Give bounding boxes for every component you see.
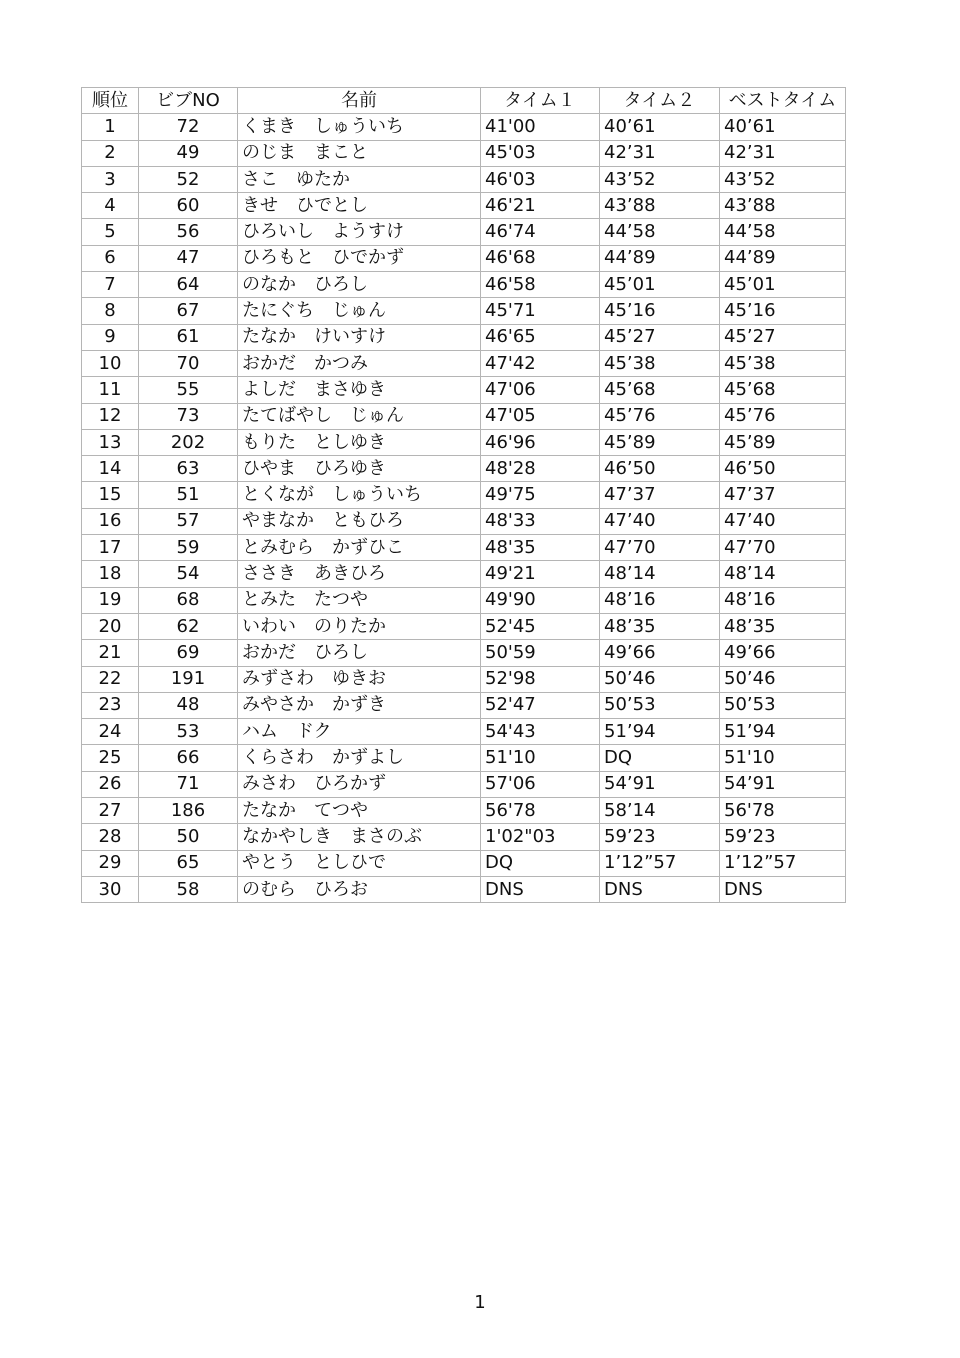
cell-bib-no: 63 [139, 456, 238, 482]
header-row [82, 88, 846, 114]
cell-bib-no: 66 [139, 745, 238, 771]
cell-time2: 50’53 [600, 692, 720, 718]
table-row [82, 508, 846, 534]
cell-name: のむら ひろお [238, 876, 481, 902]
cell-time1: 45'71 [481, 298, 600, 324]
cell-time2: 59’23 [600, 824, 720, 850]
table-row [82, 219, 846, 245]
table-row [82, 114, 846, 140]
cell-name: ひろもと ひでかず [238, 245, 481, 271]
table-row [82, 876, 846, 902]
cell-rank: 16 [82, 508, 139, 534]
cell-rank: 25 [82, 745, 139, 771]
cell-rank: 30 [82, 876, 139, 902]
cell-name: のなか ひろし [238, 272, 481, 298]
cell-name: くらさわ かずよし [238, 745, 481, 771]
cell-best-time: 47’70 [720, 535, 846, 561]
table-row [82, 272, 846, 298]
cell-name: やとう としひで [238, 850, 481, 876]
page-number: 1 [474, 1292, 486, 1313]
cell-rank: 1 [82, 114, 139, 140]
cell-time1: 50'59 [481, 640, 600, 666]
cell-bib-no: 51 [139, 482, 238, 508]
cell-rank: 11 [82, 377, 139, 403]
cell-bib-no: 62 [139, 613, 238, 639]
header-rank: 順位 [82, 88, 139, 114]
cell-time1: 47'05 [481, 403, 600, 429]
cell-name: ハム ドク [238, 719, 481, 745]
cell-rank: 26 [82, 771, 139, 797]
cell-name: とみむら かずひこ [238, 535, 481, 561]
cell-time2: 48’35 [600, 613, 720, 639]
cell-name: ささき あきひろ [238, 561, 481, 587]
cell-time2: 45’01 [600, 272, 720, 298]
cell-name: たにぐち じゅん [238, 298, 481, 324]
cell-name: さこ ゆたか [238, 166, 481, 192]
cell-best-time: 50’53 [720, 692, 846, 718]
cell-time2: 50’46 [600, 666, 720, 692]
cell-best-time: 45’38 [720, 350, 846, 376]
cell-rank: 8 [82, 298, 139, 324]
cell-time2: 48’16 [600, 587, 720, 613]
header-time2: タイム２ [600, 88, 720, 114]
cell-name: たてばやし じゅん [238, 403, 481, 429]
header-best-time: ベストタイム [720, 88, 846, 114]
cell-best-time: 48’35 [720, 613, 846, 639]
cell-time2: 40’61 [600, 114, 720, 140]
table-row [82, 824, 846, 850]
cell-bib-no: 71 [139, 771, 238, 797]
cell-name: よしだ まさゆき [238, 377, 481, 403]
cell-best-time: DNS [720, 876, 846, 902]
cell-name: みやさか かずき [238, 692, 481, 718]
cell-best-time: 43’88 [720, 193, 846, 219]
table-row [82, 850, 846, 876]
cell-time2: 49’66 [600, 640, 720, 666]
table-row [82, 719, 846, 745]
cell-time1: 54'43 [481, 719, 600, 745]
cell-rank: 13 [82, 429, 139, 455]
cell-name: おかだ かつみ [238, 350, 481, 376]
cell-bib-no: 58 [139, 876, 238, 902]
cell-name: たなか てつや [238, 798, 481, 824]
cell-best-time: 1’12”57 [720, 850, 846, 876]
table-row [82, 798, 846, 824]
table-row [82, 324, 846, 350]
table-row [82, 403, 846, 429]
cell-time1: DQ [481, 850, 600, 876]
cell-name: やまなか ともひろ [238, 508, 481, 534]
cell-time2: 43’52 [600, 166, 720, 192]
cell-best-time: 44’58 [720, 219, 846, 245]
cell-name: みずさわ ゆきお [238, 666, 481, 692]
cell-bib-no: 67 [139, 298, 238, 324]
cell-rank: 9 [82, 324, 139, 350]
cell-time1: 49'90 [481, 587, 600, 613]
cell-time1: 1'02"03 [481, 824, 600, 850]
cell-time2: 43’88 [600, 193, 720, 219]
cell-time2: 42’31 [600, 140, 720, 166]
cell-time1: 46'58 [481, 272, 600, 298]
table-row [82, 245, 846, 271]
cell-name: くまき しゅういち [238, 114, 481, 140]
table-row [82, 535, 846, 561]
cell-time1: 49'75 [481, 482, 600, 508]
cell-time1: 46'96 [481, 429, 600, 455]
cell-best-time: 46’50 [720, 456, 846, 482]
cell-time1: 46'21 [481, 193, 600, 219]
cell-rank: 24 [82, 719, 139, 745]
cell-bib-no: 55 [139, 377, 238, 403]
cell-bib-no: 64 [139, 272, 238, 298]
table-row [82, 193, 846, 219]
cell-bib-no: 70 [139, 350, 238, 376]
cell-bib-no: 68 [139, 587, 238, 613]
cell-best-time: 43’52 [720, 166, 846, 192]
cell-name: いわい のりたか [238, 613, 481, 639]
header-name: 名前 [238, 88, 481, 114]
header-time1: タイム１ [481, 88, 600, 114]
table-row [82, 429, 846, 455]
cell-time2: 45’16 [600, 298, 720, 324]
cell-bib-no: 186 [139, 798, 238, 824]
cell-time1: 46'65 [481, 324, 600, 350]
cell-time1: 52'45 [481, 613, 600, 639]
cell-best-time: 51'10 [720, 745, 846, 771]
cell-bib-no: 49 [139, 140, 238, 166]
cell-time1: DNS [481, 876, 600, 902]
cell-rank: 20 [82, 613, 139, 639]
cell-best-time: 45’68 [720, 377, 846, 403]
cell-best-time: 47’40 [720, 508, 846, 534]
cell-time1: 57'06 [481, 771, 600, 797]
cell-bib-no: 57 [139, 508, 238, 534]
cell-time1: 46'68 [481, 245, 600, 271]
cell-rank: 7 [82, 272, 139, 298]
table-row [82, 377, 846, 403]
cell-bib-no: 52 [139, 166, 238, 192]
cell-rank: 27 [82, 798, 139, 824]
cell-best-time: 44’89 [720, 245, 846, 271]
cell-rank: 15 [82, 482, 139, 508]
table-row [82, 771, 846, 797]
cell-rank: 4 [82, 193, 139, 219]
table-row [82, 166, 846, 192]
cell-best-time: 45’89 [720, 429, 846, 455]
cell-time1: 48'35 [481, 535, 600, 561]
header-bib: ビブNO [139, 88, 238, 114]
table-row [82, 587, 846, 613]
cell-time2: 44’58 [600, 219, 720, 245]
cell-bib-no: 60 [139, 193, 238, 219]
cell-best-time: 48’16 [720, 587, 846, 613]
table-row [82, 640, 846, 666]
cell-time1: 56'78 [481, 798, 600, 824]
cell-name: ひろいし ようすけ [238, 219, 481, 245]
cell-bib-no: 59 [139, 535, 238, 561]
cell-best-time: 45’16 [720, 298, 846, 324]
cell-time1: 41'00 [481, 114, 600, 140]
cell-time2: 44’89 [600, 245, 720, 271]
cell-time1: 52'98 [481, 666, 600, 692]
result-rows [82, 114, 846, 903]
cell-best-time: 42’31 [720, 140, 846, 166]
cell-rank: 23 [82, 692, 139, 718]
cell-time2: 45’76 [600, 403, 720, 429]
cell-time1: 48'28 [481, 456, 600, 482]
cell-best-time: 40’61 [720, 114, 846, 140]
cell-name: とみた たつや [238, 587, 481, 613]
cell-bib-no: 50 [139, 824, 238, 850]
cell-best-time: 48’14 [720, 561, 846, 587]
cell-name: もりた としゆき [238, 429, 481, 455]
cell-best-time: 49’66 [720, 640, 846, 666]
cell-name: きせ ひでとし [238, 193, 481, 219]
cell-best-time: 56'78 [720, 798, 846, 824]
cell-best-time: 50’46 [720, 666, 846, 692]
cell-bib-no: 54 [139, 561, 238, 587]
cell-time1: 45'03 [481, 140, 600, 166]
cell-rank: 21 [82, 640, 139, 666]
table-row [82, 350, 846, 376]
cell-time1: 52'47 [481, 692, 600, 718]
cell-bib-no: 61 [139, 324, 238, 350]
table-row [82, 692, 846, 718]
cell-time2: 45’38 [600, 350, 720, 376]
cell-time2: 51’94 [600, 719, 720, 745]
cell-time2: 54’91 [600, 771, 720, 797]
cell-rank: 12 [82, 403, 139, 429]
cell-best-time: 45’76 [720, 403, 846, 429]
cell-time2: 45’27 [600, 324, 720, 350]
cell-bib-no: 53 [139, 719, 238, 745]
cell-best-time: 54’91 [720, 771, 846, 797]
table-row [82, 456, 846, 482]
cell-rank: 22 [82, 666, 139, 692]
cell-bib-no: 47 [139, 245, 238, 271]
table-row [82, 298, 846, 324]
table-row [82, 613, 846, 639]
cell-bib-no: 202 [139, 429, 238, 455]
table-row [82, 561, 846, 587]
cell-bib-no: 48 [139, 692, 238, 718]
cell-rank: 3 [82, 166, 139, 192]
cell-time1: 49'21 [481, 561, 600, 587]
cell-time1: 48'33 [481, 508, 600, 534]
cell-time1: 46'03 [481, 166, 600, 192]
cell-best-time: 47’37 [720, 482, 846, 508]
table-row [82, 666, 846, 692]
cell-name: とくなが しゅういち [238, 482, 481, 508]
cell-name: ひやま ひろゆき [238, 456, 481, 482]
cell-time2: DQ [600, 745, 720, 771]
cell-time2: DNS [600, 876, 720, 902]
cell-name: たなか けいすけ [238, 324, 481, 350]
cell-bib-no: 69 [139, 640, 238, 666]
cell-best-time: 51’94 [720, 719, 846, 745]
cell-rank: 29 [82, 850, 139, 876]
cell-best-time: 45’01 [720, 272, 846, 298]
results-table [81, 87, 846, 903]
cell-best-time: 45’27 [720, 324, 846, 350]
cell-rank: 2 [82, 140, 139, 166]
cell-time2: 47’37 [600, 482, 720, 508]
cell-rank: 19 [82, 587, 139, 613]
cell-time1: 47'06 [481, 377, 600, 403]
cell-time2: 46’50 [600, 456, 720, 482]
cell-bib-no: 56 [139, 219, 238, 245]
cell-name: みさわ ひろかず [238, 771, 481, 797]
cell-name: おかだ ひろし [238, 640, 481, 666]
cell-rank: 17 [82, 535, 139, 561]
cell-rank: 5 [82, 219, 139, 245]
cell-time1: 46'74 [481, 219, 600, 245]
cell-rank: 14 [82, 456, 139, 482]
cell-rank: 6 [82, 245, 139, 271]
cell-time1: 47'42 [481, 350, 600, 376]
cell-time2: 47’40 [600, 508, 720, 534]
cell-time2: 45’68 [600, 377, 720, 403]
cell-time2: 48’14 [600, 561, 720, 587]
cell-bib-no: 73 [139, 403, 238, 429]
cell-time1: 51'10 [481, 745, 600, 771]
cell-bib-no: 72 [139, 114, 238, 140]
cell-bib-no: 191 [139, 666, 238, 692]
cell-time2: 1’12”57 [600, 850, 720, 876]
table-row [82, 140, 846, 166]
cell-name: のじま まこと [238, 140, 481, 166]
cell-rank: 18 [82, 561, 139, 587]
cell-time2: 58’14 [600, 798, 720, 824]
cell-rank: 28 [82, 824, 139, 850]
cell-rank: 10 [82, 350, 139, 376]
table-row [82, 482, 846, 508]
cell-time2: 47’70 [600, 535, 720, 561]
cell-time2: 45’89 [600, 429, 720, 455]
cell-name: なかやしき まさのぶ [238, 824, 481, 850]
table-row [82, 745, 846, 771]
cell-bib-no: 65 [139, 850, 238, 876]
cell-best-time: 59’23 [720, 824, 846, 850]
